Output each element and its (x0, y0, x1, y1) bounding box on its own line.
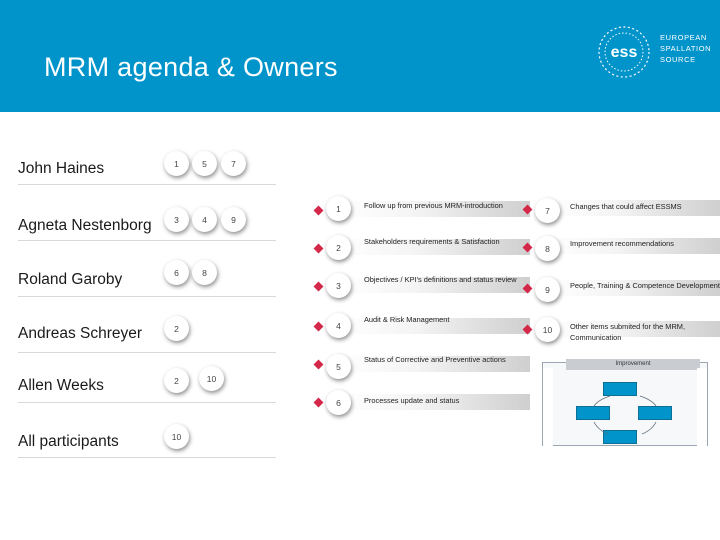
ess-logo-mark: ess (610, 44, 638, 61)
owner-name: Andreas Schreyer (18, 325, 143, 342)
agenda-item-text-continued: Communication (570, 333, 622, 342)
owner-item-badge: 3 (164, 207, 189, 232)
agenda-number: 3 (326, 273, 351, 298)
marker-icon (314, 322, 324, 332)
owner-item-badge: 10 (199, 366, 224, 391)
marker-icon (314, 360, 324, 370)
divider (18, 457, 276, 458)
page-title: MRM agenda & Owners (44, 52, 338, 82)
marker-icon (314, 282, 324, 292)
agenda-item-text: Other items submited for the MRM, (570, 322, 685, 331)
agenda-number: 10 (535, 317, 560, 342)
cycle-arrows-icon (542, 362, 708, 446)
owner-item-badge: 9 (221, 207, 246, 232)
agenda-item-text: Processes update and status (364, 396, 460, 405)
owner-name: Roland Garoby (18, 271, 123, 288)
agenda-item-text: Changes that could affect ESSMS (570, 202, 682, 211)
agenda-item-text: Status of Corrective and Preventive actions (364, 355, 506, 364)
owner-name: All participants (18, 433, 119, 450)
marker-icon (314, 398, 324, 408)
agenda-number: 8 (535, 236, 560, 261)
agenda-item-text: Audit & Risk Management (364, 315, 450, 324)
divider (18, 352, 276, 353)
improvement-title: Improvement (566, 359, 700, 370)
agenda-item-text: Stakeholders requirements & Satisfaction (364, 237, 500, 246)
owner-name: John Haines (18, 160, 105, 177)
owner-item-badge: 8 (192, 260, 217, 285)
agenda-item-text: Follow up from previous MRM-introduction (364, 201, 503, 210)
agenda-number: 1 (326, 196, 351, 221)
agenda-number: 6 (326, 390, 351, 415)
header-banner (0, 0, 720, 112)
divider (18, 402, 276, 403)
owner-item-badge: 2 (164, 368, 189, 393)
ess-logo-text: EUROPEAN SPALLATION SOURCE (660, 33, 712, 64)
divider (18, 184, 276, 185)
marker-icon (314, 244, 324, 254)
owner-item-badge: 5 (192, 151, 217, 176)
agenda-number: 9 (535, 277, 560, 302)
agenda-item-text: Objectives / KPI's definitions and status review (364, 275, 517, 284)
marker-icon (314, 206, 324, 216)
agenda-item-text: People, Training & Competence Development (570, 281, 720, 290)
divider (18, 240, 276, 241)
agenda-item-text: Improvement recommendations (570, 239, 674, 248)
ess-logo-icon (594, 22, 656, 82)
owner-item-badge: 6 (164, 260, 189, 285)
owner-item-badge: 7 (221, 151, 246, 176)
divider (18, 296, 276, 297)
owner-name: Agneta Nestenborg (18, 217, 152, 234)
owner-name: Allen Weeks (18, 377, 104, 394)
agenda-number: 4 (326, 313, 351, 338)
owner-item-badge: 4 (192, 207, 217, 232)
owner-item-badge: 10 (164, 424, 189, 449)
agenda-number: 7 (535, 198, 560, 223)
ess-logo (594, 22, 714, 82)
agenda-number: 5 (326, 354, 351, 379)
owner-item-badge: 2 (164, 316, 189, 341)
agenda-number: 2 (326, 235, 351, 260)
owner-item-badge: 1 (164, 151, 189, 176)
